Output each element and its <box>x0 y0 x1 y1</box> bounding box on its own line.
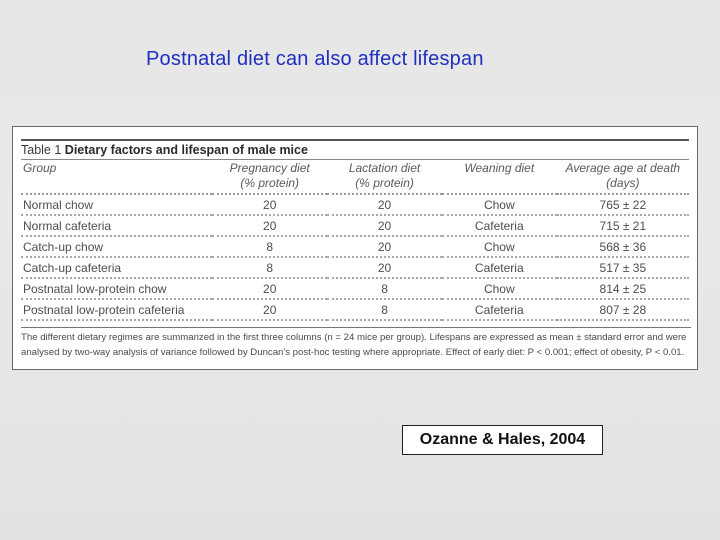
cell-age: 517 ± 35 <box>557 257 689 278</box>
table-title: Dietary factors and lifespan of male mice <box>64 143 308 157</box>
cell-pregnancy: 20 <box>212 278 327 299</box>
header-weaning-diet <box>442 160 557 195</box>
citation-box: Ozanne & Hales, 2004 <box>402 425 603 455</box>
header-line: Group <box>23 161 57 175</box>
cell-age: 765 ± 22 <box>557 194 689 215</box>
cell-group: Catch-up chow <box>21 236 212 257</box>
cell-group: Postnatal low-protein cafeteria <box>21 299 212 320</box>
header-line: (days) <box>606 176 640 190</box>
cell-lactation: 20 <box>327 257 442 278</box>
cell-group: Normal chow <box>21 194 212 215</box>
header-line: Weaning diet <box>464 161 535 175</box>
table-figure <box>12 126 698 370</box>
header-pregnancy-diet <box>212 160 327 195</box>
cell-pregnancy: 20 <box>212 215 327 236</box>
cell-lactation: 20 <box>327 215 442 236</box>
cell-lactation: 8 <box>327 278 442 299</box>
header-line: Pregnancy diet <box>229 161 310 175</box>
table-caption <box>21 139 689 157</box>
cell-lactation: 8 <box>327 299 442 320</box>
header-line: Average age at death <box>565 161 681 175</box>
cell-pregnancy: 8 <box>212 236 327 257</box>
cell-group: Catch-up cafeteria <box>21 257 212 278</box>
cell-age: 807 ± 28 <box>557 299 689 320</box>
cell-age: 814 ± 25 <box>557 278 689 299</box>
footnote-line: analysed by two-way analysis of variance followed by Duncan's post-hoc testing where appropriate. Effect of early diet: P < 0.001; effect of obesity, P < 0.01. <box>21 347 685 358</box>
cell-weaning: Chow <box>442 278 557 299</box>
cell-age: 568 ± 36 <box>557 236 689 257</box>
cell-pregnancy: 8 <box>212 257 327 278</box>
cell-weaning: Chow <box>442 236 557 257</box>
cell-pregnancy: 20 <box>212 299 327 320</box>
table-footnote <box>21 327 691 360</box>
cell-age: 715 ± 21 <box>557 215 689 236</box>
lifespan-table <box>21 159 689 321</box>
header-line: (% protein) <box>355 176 414 190</box>
cell-weaning: Cafeteria <box>442 215 557 236</box>
cell-weaning: Chow <box>442 194 557 215</box>
cell-weaning: Cafeteria <box>442 299 557 320</box>
cell-group: Postnatal low-protein chow <box>21 278 212 299</box>
header-lactation-diet <box>327 160 442 195</box>
cell-pregnancy: 20 <box>212 194 327 215</box>
cell-group: Normal cafeteria <box>21 215 212 236</box>
footnote-line: The different dietary regimes are summarized in the first three columns (n = 24 mice per group). Lifespans are expressed as mean ± standard error and were <box>21 332 687 343</box>
table-row <box>21 194 689 215</box>
table-header-row <box>21 160 689 195</box>
table-label: Table 1 <box>21 143 62 157</box>
header-line: (% protein) <box>240 176 300 190</box>
table-row <box>21 278 689 299</box>
table-row <box>21 215 689 236</box>
header-average-age <box>557 160 689 195</box>
cell-lactation: 20 <box>327 194 442 215</box>
table-row <box>21 299 689 320</box>
slide-title: Postnatal diet can also affect lifespan <box>146 48 484 70</box>
cell-weaning: Cafeteria <box>442 257 557 278</box>
table-row <box>21 236 689 257</box>
header-line: Lactation diet <box>348 161 421 175</box>
header-group <box>21 160 212 195</box>
cell-lactation: 20 <box>327 236 442 257</box>
table-row <box>21 257 689 278</box>
